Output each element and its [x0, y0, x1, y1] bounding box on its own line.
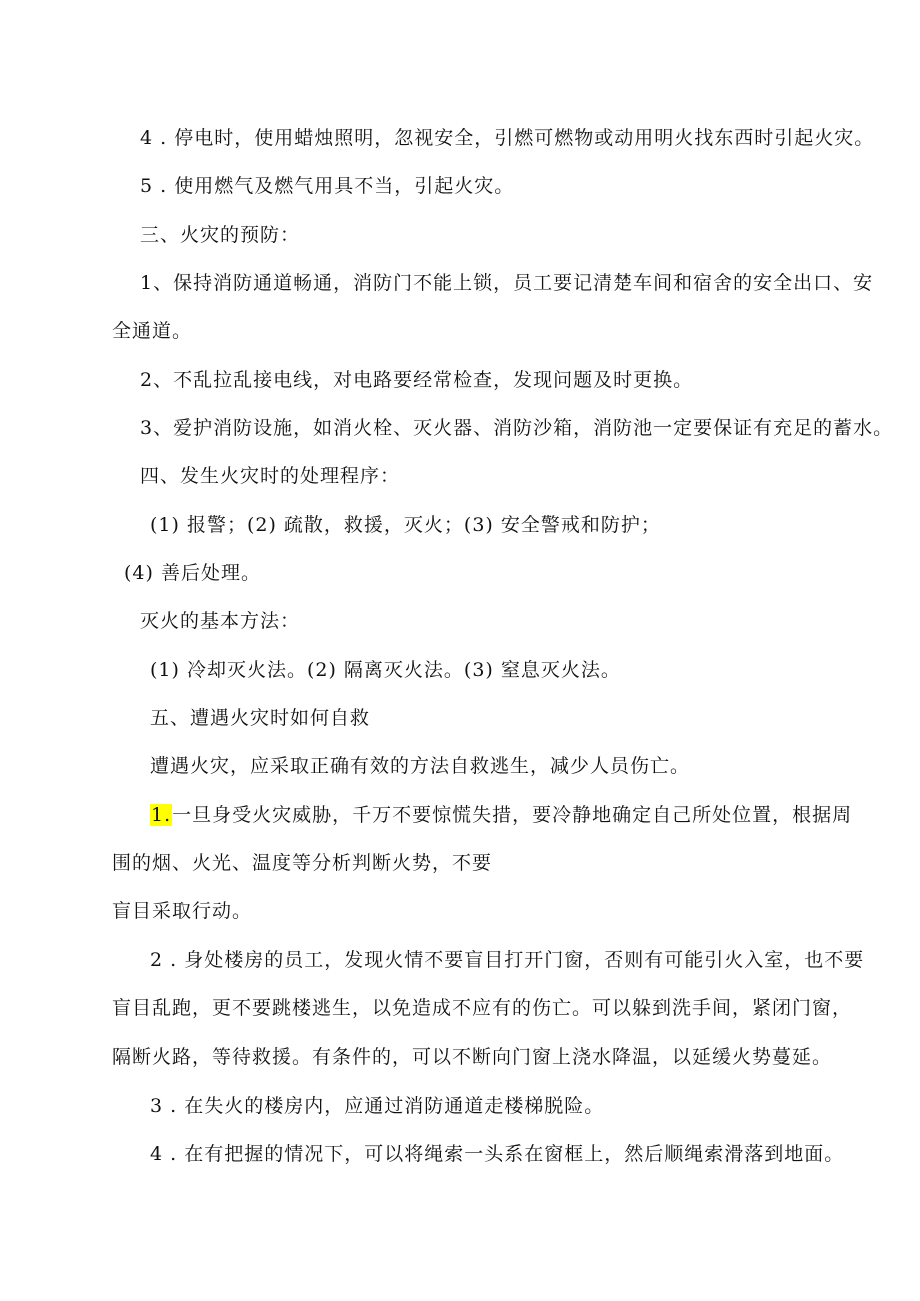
text-line: 灭火的基本方法： [140, 610, 301, 632]
text-line: 盲目乱跑，更不要跳楼逃生，以免造成不应有的伤亡。可以躲到洗手间，紧闭门窗， [112, 997, 853, 1019]
text-line: (1) 冷却灭火法。(2) 隔离灭火法。(3) 窒息灭火法。 [150, 659, 621, 681]
text-line: 2 . 身处楼房的员工，发现火情不要盲目打开门窗，否则有可能引火入室，也不要 [150, 949, 865, 971]
text-line: (1) 报警；(2) 疏散，救援，灭火；(3) 安全警戒和防护； [150, 514, 661, 536]
highlighted-number: 1. [151, 804, 172, 826]
section-heading: 五、遭遇火灾时如何自救 [150, 707, 371, 729]
section-heading: 四、发生火灾时的处理程序： [140, 465, 401, 487]
text-line: 遭遇火灾，应采取正确有效的方法自救逃生，减少人员伤亡。 [150, 755, 691, 777]
text-line: 4 . 在有把握的情况下，可以将绳索一头系在窗框上，然后顺绳索滑落到地面。 [150, 1143, 845, 1165]
text-line: 2、不乱拉乱接电线，对电路要经常检查，发现问题及时更换。 [140, 369, 694, 391]
text-line: 3、爱护消防设施，如消火栓、灭火器、消防沙箱，消防池一定要保证有充足的蓄水。 [140, 417, 894, 439]
text-line: 盲目采取行动。 [112, 900, 253, 922]
text-line: 围的烟、火光、温度等分析判断火势，不要 [112, 852, 493, 874]
section-heading: 三、火灾的预防： [140, 224, 301, 246]
text-line: (4) 善后处理。 [124, 562, 261, 584]
text-line: 3 . 在失火的楼房内，应通过消防通道走楼梯脱险。 [150, 1095, 605, 1117]
text-line: 隔断火路，等待救援。有条件的，可以不断向门窗上浇水降温，以延缓火势蔓延。 [112, 1046, 833, 1068]
text-line: 5 . 使用燃气及燃气用具不当，引起火灾。 [140, 175, 515, 197]
text-line: 1.一旦身受火灾威胁，千万不要惊慌失措，要冷静地确定自己所处位置，根据周 [151, 804, 853, 826]
text-line: 1、保持消防通道畅通，消防门不能上锁，员工要记清楚车间和宿舍的安全出口、安 [140, 272, 874, 294]
text-line: 4 . 停电时，使用蜡烛照明，忽视安全，引燃可燃物或动用明火找东西时引起火灾。 [140, 127, 875, 149]
text-line: 全通道。 [112, 320, 193, 342]
